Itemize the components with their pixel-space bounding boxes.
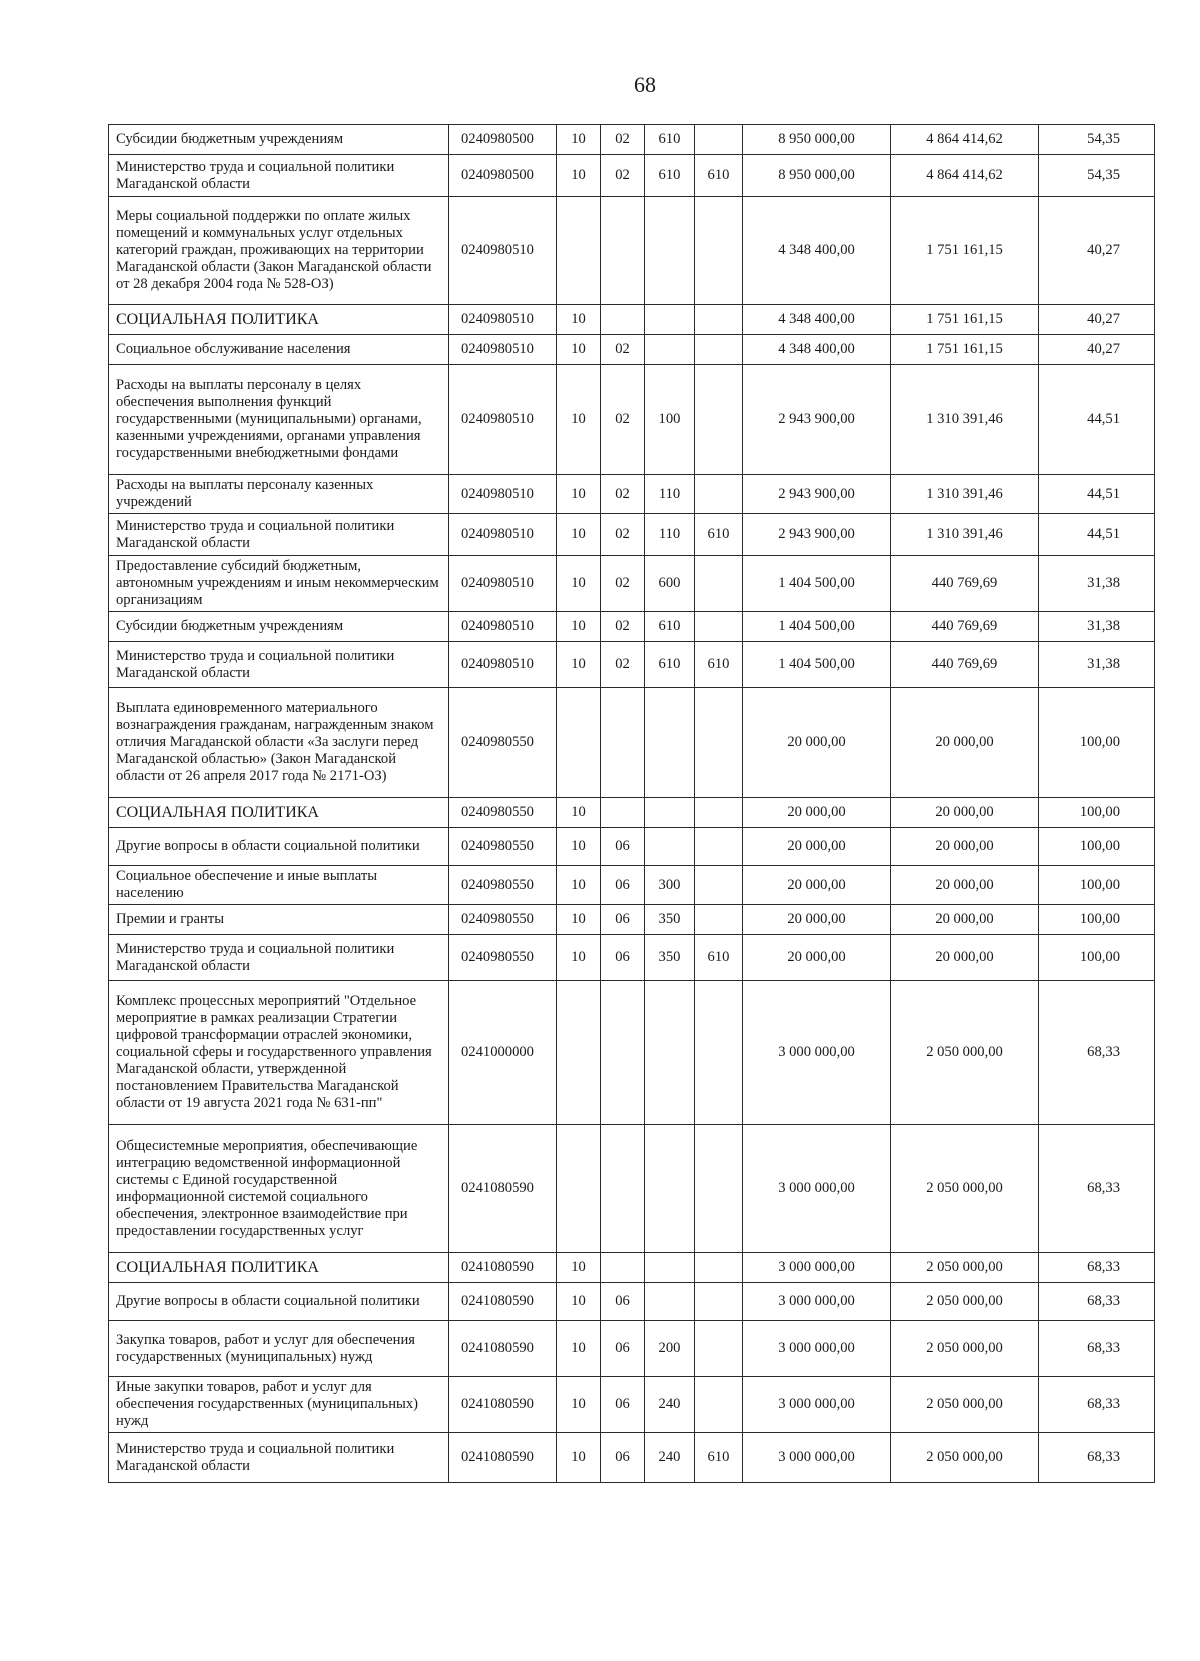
row-expense-type-cell: [645, 798, 695, 828]
row-subsection-cell: [601, 981, 645, 1125]
row-section-cell: 10: [557, 514, 601, 556]
row-name-cell: Министерство труда и социальной политики Магаданской области: [109, 642, 449, 688]
row-section-cell: [557, 197, 601, 305]
row-plan-cell: 20 000,00: [743, 688, 891, 798]
row-subsection-cell: [601, 197, 645, 305]
row-name-cell: Закупка товаров, работ и услуг для обеспечения государственных (муниципальных) нужд: [109, 1321, 449, 1377]
row-admin-code-cell: [695, 305, 743, 335]
row-actual-cell: 1 751 161,15: [891, 197, 1039, 305]
row-admin-code-cell: [695, 981, 743, 1125]
row-code-cell: 0241080590: [449, 1321, 557, 1377]
row-percent-cell: 68,33: [1039, 1321, 1155, 1377]
row-actual-cell: 1 310 391,46: [891, 514, 1039, 556]
row-code-cell: 0241080590: [449, 1377, 557, 1433]
row-percent-cell: 68,33: [1039, 1253, 1155, 1283]
row-section-cell: 10: [557, 475, 601, 514]
row-code-cell: 0240980550: [449, 798, 557, 828]
row-section-cell: [557, 1125, 601, 1253]
row-expense-type-cell: [645, 1125, 695, 1253]
row-expense-type-cell: 610: [645, 612, 695, 642]
row-expense-type-cell: [645, 1253, 695, 1283]
table-row: [109, 1321, 1155, 1377]
row-name-cell: СОЦИАЛЬНАЯ ПОЛИТИКА: [109, 798, 449, 828]
row-percent-cell: 44,51: [1039, 365, 1155, 475]
row-name-cell: Субсидии бюджетным учреждениям: [109, 612, 449, 642]
row-section-cell: 10: [557, 905, 601, 935]
row-admin-code-cell: [695, 866, 743, 905]
row-actual-cell: 2 050 000,00: [891, 1433, 1039, 1483]
row-percent-cell: 44,51: [1039, 475, 1155, 514]
row-actual-cell: 1 751 161,15: [891, 335, 1039, 365]
row-actual-cell: 2 050 000,00: [891, 1377, 1039, 1433]
row-actual-cell: 20 000,00: [891, 905, 1039, 935]
row-name-cell: СОЦИАЛЬНАЯ ПОЛИТИКА: [109, 305, 449, 335]
row-admin-code-cell: [695, 828, 743, 866]
row-name-cell: Иные закупки товаров, работ и услуг для обеспечения государственных (муниципальных) нужд: [109, 1377, 449, 1433]
row-actual-cell: 440 769,69: [891, 642, 1039, 688]
row-code-cell: 0240980510: [449, 556, 557, 612]
row-expense-type-cell: [645, 335, 695, 365]
row-plan-cell: 20 000,00: [743, 935, 891, 981]
row-expense-type-cell: 610: [645, 155, 695, 197]
row-section-cell: 10: [557, 1253, 601, 1283]
row-admin-code-cell: [695, 1321, 743, 1377]
row-code-cell: 0240980500: [449, 125, 557, 155]
row-subsection-cell: 06: [601, 828, 645, 866]
row-expense-type-cell: [645, 981, 695, 1125]
row-subsection-cell: 02: [601, 642, 645, 688]
row-plan-cell: 3 000 000,00: [743, 1321, 891, 1377]
row-admin-code-cell: 610: [695, 642, 743, 688]
row-actual-cell: 2 050 000,00: [891, 981, 1039, 1125]
table-row: [109, 197, 1155, 305]
row-section-cell: 10: [557, 935, 601, 981]
row-actual-cell: 20 000,00: [891, 798, 1039, 828]
row-section-cell: [557, 981, 601, 1125]
row-subsection-cell: 02: [601, 155, 645, 197]
row-plan-cell: 20 000,00: [743, 866, 891, 905]
row-admin-code-cell: [695, 1377, 743, 1433]
row-expense-type-cell: [645, 828, 695, 866]
row-subsection-cell: 06: [601, 1283, 645, 1321]
row-expense-type-cell: 300: [645, 866, 695, 905]
row-admin-code-cell: 610: [695, 1433, 743, 1483]
row-code-cell: 0240980550: [449, 688, 557, 798]
row-section-cell: 10: [557, 1283, 601, 1321]
row-section-cell: 10: [557, 305, 601, 335]
budget-table: [108, 124, 1155, 1483]
row-section-cell: 10: [557, 1377, 601, 1433]
row-name-cell: Меры социальной поддержки по оплате жилых помещений и коммунальных услуг отдельных категорий граждан, проживающих на территории Магаданской области (Закон Магаданской области от 28 декабря 2004 года № 528-ОЗ): [109, 197, 449, 305]
row-name-cell: СОЦИАЛЬНАЯ ПОЛИТИКА: [109, 1253, 449, 1283]
row-actual-cell: 1 310 391,46: [891, 475, 1039, 514]
row-subsection-cell: 02: [601, 365, 645, 475]
row-expense-type-cell: 610: [645, 642, 695, 688]
row-percent-cell: 40,27: [1039, 197, 1155, 305]
row-section-cell: [557, 688, 601, 798]
row-section-cell: 10: [557, 365, 601, 475]
row-subsection-cell: 06: [601, 1377, 645, 1433]
row-expense-type-cell: [645, 305, 695, 335]
row-code-cell: 0240980510: [449, 642, 557, 688]
row-name-cell: Министерство труда и социальной политики Магаданской области: [109, 935, 449, 981]
table-row: [109, 365, 1155, 475]
row-plan-cell: 3 000 000,00: [743, 1283, 891, 1321]
row-expense-type-cell: 110: [645, 475, 695, 514]
table-row: [109, 556, 1155, 612]
row-name-cell: Другие вопросы в области социальной политики: [109, 828, 449, 866]
row-actual-cell: 4 864 414,62: [891, 155, 1039, 197]
row-actual-cell: 440 769,69: [891, 556, 1039, 612]
row-name-cell: Расходы на выплаты персоналу казенных учреждений: [109, 475, 449, 514]
row-admin-code-cell: [695, 688, 743, 798]
table-row: [109, 688, 1155, 798]
row-actual-cell: 20 000,00: [891, 688, 1039, 798]
row-percent-cell: 68,33: [1039, 1125, 1155, 1253]
row-subsection-cell: [601, 798, 645, 828]
row-section-cell: 10: [557, 1321, 601, 1377]
row-expense-type-cell: 200: [645, 1321, 695, 1377]
row-admin-code-cell: [695, 556, 743, 612]
table-row: [109, 305, 1155, 335]
row-percent-cell: 31,38: [1039, 642, 1155, 688]
row-code-cell: 0240980510: [449, 305, 557, 335]
row-plan-cell: 3 000 000,00: [743, 1125, 891, 1253]
row-code-cell: 0240980550: [449, 828, 557, 866]
table-row: [109, 335, 1155, 365]
table-row: [109, 905, 1155, 935]
row-actual-cell: 2 050 000,00: [891, 1321, 1039, 1377]
row-percent-cell: 100,00: [1039, 688, 1155, 798]
table-row: [109, 1433, 1155, 1483]
row-expense-type-cell: 240: [645, 1433, 695, 1483]
page-number: 68: [634, 72, 656, 97]
row-expense-type-cell: [645, 1283, 695, 1321]
row-plan-cell: 1 404 500,00: [743, 556, 891, 612]
row-code-cell: 0240980510: [449, 365, 557, 475]
row-subsection-cell: 06: [601, 1433, 645, 1483]
row-code-cell: 0241080590: [449, 1125, 557, 1253]
row-percent-cell: 100,00: [1039, 935, 1155, 981]
row-subsection-cell: 02: [601, 612, 645, 642]
row-percent-cell: 40,27: [1039, 305, 1155, 335]
row-code-cell: 0240980510: [449, 514, 557, 556]
row-admin-code-cell: [695, 125, 743, 155]
row-name-cell: Социальное обеспечение и иные выплаты населению: [109, 866, 449, 905]
row-subsection-cell: 06: [601, 866, 645, 905]
row-percent-cell: 68,33: [1039, 1377, 1155, 1433]
row-expense-type-cell: 240: [645, 1377, 695, 1433]
table-row: [109, 798, 1155, 828]
row-plan-cell: 2 943 900,00: [743, 475, 891, 514]
row-actual-cell: 1 751 161,15: [891, 305, 1039, 335]
table-row: [109, 612, 1155, 642]
row-code-cell: 0240980550: [449, 935, 557, 981]
row-expense-type-cell: 350: [645, 905, 695, 935]
row-name-cell: Социальное обслуживание населения: [109, 335, 449, 365]
row-expense-type-cell: 600: [645, 556, 695, 612]
row-expense-type-cell: 610: [645, 125, 695, 155]
row-admin-code-cell: [695, 335, 743, 365]
row-actual-cell: 2 050 000,00: [891, 1283, 1039, 1321]
table-row: [109, 155, 1155, 197]
row-code-cell: 0240980510: [449, 335, 557, 365]
row-actual-cell: 20 000,00: [891, 828, 1039, 866]
row-percent-cell: 40,27: [1039, 335, 1155, 365]
row-code-cell: 0241080590: [449, 1253, 557, 1283]
row-subsection-cell: 02: [601, 556, 645, 612]
row-plan-cell: 3 000 000,00: [743, 981, 891, 1125]
row-expense-type-cell: 110: [645, 514, 695, 556]
row-subsection-cell: 02: [601, 514, 645, 556]
row-actual-cell: 20 000,00: [891, 935, 1039, 981]
row-subsection-cell: 06: [601, 935, 645, 981]
row-percent-cell: 100,00: [1039, 828, 1155, 866]
row-code-cell: 0241080590: [449, 1433, 557, 1483]
row-subsection-cell: 02: [601, 335, 645, 365]
row-expense-type-cell: 350: [645, 935, 695, 981]
row-percent-cell: 54,35: [1039, 155, 1155, 197]
row-plan-cell: 2 943 900,00: [743, 514, 891, 556]
row-plan-cell: 20 000,00: [743, 798, 891, 828]
row-percent-cell: 68,33: [1039, 981, 1155, 1125]
row-code-cell: 0241080590: [449, 1283, 557, 1321]
row-section-cell: 10: [557, 612, 601, 642]
row-percent-cell: 100,00: [1039, 798, 1155, 828]
row-percent-cell: 100,00: [1039, 905, 1155, 935]
row-admin-code-cell: [695, 475, 743, 514]
row-admin-code-cell: [695, 197, 743, 305]
row-actual-cell: 2 050 000,00: [891, 1253, 1039, 1283]
row-plan-cell: 4 348 400,00: [743, 197, 891, 305]
row-plan-cell: 8 950 000,00: [743, 155, 891, 197]
row-admin-code-cell: [695, 365, 743, 475]
table-body: [109, 125, 1155, 1483]
row-plan-cell: 20 000,00: [743, 905, 891, 935]
row-subsection-cell: 06: [601, 1321, 645, 1377]
row-section-cell: 10: [557, 155, 601, 197]
row-percent-cell: 44,51: [1039, 514, 1155, 556]
row-name-cell: Предоставление субсидий бюджетным, автономным учреждениям и иным некоммерческим организациям: [109, 556, 449, 612]
row-admin-code-cell: [695, 905, 743, 935]
row-name-cell: Другие вопросы в области социальной политики: [109, 1283, 449, 1321]
row-code-cell: 0240980500: [449, 155, 557, 197]
row-admin-code-cell: 610: [695, 514, 743, 556]
row-subsection-cell: 02: [601, 125, 645, 155]
table-row: [109, 475, 1155, 514]
row-actual-cell: 4 864 414,62: [891, 125, 1039, 155]
row-name-cell: Комплекс процессных мероприятий "Отдельное мероприятие в рамках реализации Стратегии цифровой трансформации отраслей экономики, социальной сферы и государственного управления Магаданской области, утвержденной постановлением Правительства Магаданской области от 19 августа 2021 года № 631-пп": [109, 981, 449, 1125]
row-name-cell: Премии и гранты: [109, 905, 449, 935]
row-plan-cell: 3 000 000,00: [743, 1433, 891, 1483]
row-plan-cell: 3 000 000,00: [743, 1377, 891, 1433]
table-row: [109, 828, 1155, 866]
row-subsection-cell: [601, 688, 645, 798]
row-name-cell: Расходы на выплаты персоналу в целях обеспечения выполнения функций государственными (муниципальными) органами, казенными учреждениями, органами управления государственными внебюджетными фондами: [109, 365, 449, 475]
row-section-cell: 10: [557, 556, 601, 612]
row-admin-code-cell: [695, 1253, 743, 1283]
row-section-cell: 10: [557, 828, 601, 866]
row-plan-cell: 4 348 400,00: [743, 335, 891, 365]
table-row: [109, 866, 1155, 905]
row-plan-cell: 3 000 000,00: [743, 1253, 891, 1283]
row-name-cell: Субсидии бюджетным учреждениям: [109, 125, 449, 155]
row-actual-cell: 2 050 000,00: [891, 1125, 1039, 1253]
table-row: [109, 935, 1155, 981]
row-code-cell: 0240980510: [449, 612, 557, 642]
row-admin-code-cell: [695, 612, 743, 642]
row-plan-cell: 1 404 500,00: [743, 612, 891, 642]
row-percent-cell: 68,33: [1039, 1283, 1155, 1321]
row-section-cell: 10: [557, 125, 601, 155]
row-section-cell: 10: [557, 866, 601, 905]
row-code-cell: 0241000000: [449, 981, 557, 1125]
table-row: [109, 1125, 1155, 1253]
row-plan-cell: 8 950 000,00: [743, 125, 891, 155]
table-row: [109, 1283, 1155, 1321]
row-name-cell: Общесистемные мероприятия, обеспечивающие интеграцию ведомственной информационной системы с Единой государственной информационной системой социального обеспечения, электронное взаимодействие при предоставлении государственных услуг: [109, 1125, 449, 1253]
row-plan-cell: 1 404 500,00: [743, 642, 891, 688]
row-subsection-cell: [601, 1125, 645, 1253]
row-actual-cell: 20 000,00: [891, 866, 1039, 905]
row-percent-cell: 31,38: [1039, 556, 1155, 612]
table-row: [109, 125, 1155, 155]
table-row: [109, 1377, 1155, 1433]
row-code-cell: 0240980510: [449, 475, 557, 514]
row-admin-code-cell: 610: [695, 155, 743, 197]
row-expense-type-cell: [645, 688, 695, 798]
row-code-cell: 0240980550: [449, 905, 557, 935]
row-plan-cell: 4 348 400,00: [743, 305, 891, 335]
row-name-cell: Министерство труда и социальной политики Магаданской области: [109, 155, 449, 197]
row-section-cell: 10: [557, 798, 601, 828]
row-admin-code-cell: [695, 798, 743, 828]
row-code-cell: 0240980510: [449, 197, 557, 305]
row-actual-cell: 1 310 391,46: [891, 365, 1039, 475]
row-plan-cell: 2 943 900,00: [743, 365, 891, 475]
row-admin-code-cell: 610: [695, 935, 743, 981]
row-expense-type-cell: [645, 197, 695, 305]
row-name-cell: Министерство труда и социальной политики Магаданской области: [109, 514, 449, 556]
row-plan-cell: 20 000,00: [743, 828, 891, 866]
row-subsection-cell: 02: [601, 475, 645, 514]
row-percent-cell: 54,35: [1039, 125, 1155, 155]
row-name-cell: Выплата единовременного материального вознаграждения гражданам, награжденным знаком отличия Магаданской области «За заслуги перед Магаданской областью» (Закон Магаданской области от 26 апреля 2017 года № 2171-ОЗ): [109, 688, 449, 798]
row-percent-cell: 31,38: [1039, 612, 1155, 642]
row-code-cell: 0240980550: [449, 866, 557, 905]
table-row: [109, 514, 1155, 556]
row-admin-code-cell: [695, 1125, 743, 1253]
row-section-cell: 10: [557, 642, 601, 688]
row-percent-cell: 100,00: [1039, 866, 1155, 905]
row-expense-type-cell: 100: [645, 365, 695, 475]
row-percent-cell: 68,33: [1039, 1433, 1155, 1483]
row-subsection-cell: [601, 1253, 645, 1283]
row-name-cell: Министерство труда и социальной политики Магаданской области: [109, 1433, 449, 1483]
table-row: [109, 981, 1155, 1125]
table-row: [109, 1253, 1155, 1283]
row-subsection-cell: [601, 305, 645, 335]
row-admin-code-cell: [695, 1283, 743, 1321]
table-row: [109, 642, 1155, 688]
row-subsection-cell: 06: [601, 905, 645, 935]
row-section-cell: 10: [557, 1433, 601, 1483]
row-actual-cell: 440 769,69: [891, 612, 1039, 642]
row-section-cell: 10: [557, 335, 601, 365]
